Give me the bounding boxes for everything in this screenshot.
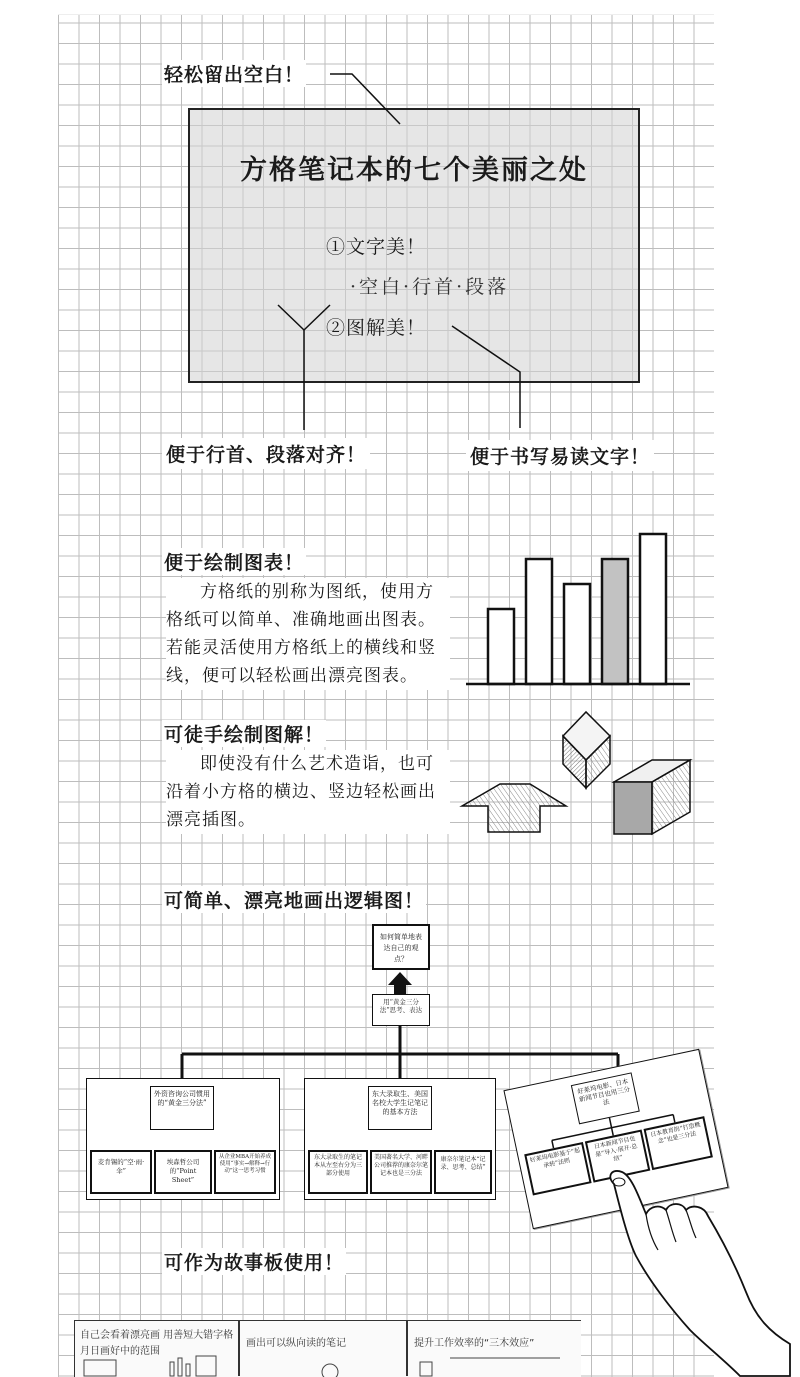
storyboard-scribble-2: 月日画好中的范围 [80, 1346, 160, 1357]
group-title-text: 东大录取生、美国名校大学生记笔记的基本方法 [372, 1090, 428, 1116]
caption-readable-text: 便于书写易读文字！ [466, 440, 654, 471]
heading-charts: 便于绘制图表！ [162, 548, 306, 575]
child-text: 康奈尔笔记本“记录、思考、总结” [440, 1156, 486, 1171]
child-text: 东大录取生的笔记本从左至右分为三部分使用 [313, 1154, 362, 1177]
storyboard-scribble-1: 自己会看着漂亮画 用善短大错字格 [80, 1330, 234, 1341]
child-text: 麦肯锡的“空·雨·伞” [97, 1158, 145, 1175]
logic-root-text: 如何简单地表达自己的观点？ [380, 933, 422, 963]
child-text: 好莱坞电影基于“起承转”法则 [529, 1146, 581, 1170]
group-title-text: 好莱坞电影、日本新闻节目也用三分法 [576, 1077, 631, 1107]
group-title-text: 外资咨询公司惯用的“黄金三分法” [154, 1090, 210, 1107]
child-text: 日本新闻节目也是“导入·展开·总结” [593, 1135, 639, 1163]
heading-freehand: 可徒手绘制图解！ [162, 720, 326, 747]
child-text: 美国著名大学、河畔公司推荐的康奈尔笔记本也是三分法 [374, 1154, 429, 1177]
body-charts: 方格纸的别称为图纸，使用方格纸可以简单、准确地画出图表。若能灵活使用方格纸上的横线和竖线，便可以轻松画出漂亮图表。 [166, 578, 450, 690]
heading-logic-diagram: 可简单、漂亮地画出逻辑图！ [162, 886, 426, 913]
item-text-beauty-sub: ·空白·行首·段落 [350, 276, 510, 298]
item-diagram-beauty: ②图解美！ [326, 317, 427, 339]
box-title: 方格笔记本的七个美丽之处 [240, 155, 588, 186]
child-text: 从企业MBA开始养成使用“事实→解释→行动”这一思考习惯 [218, 1154, 272, 1174]
body-freehand: 即使没有什么艺术造诣，也可沿着小方格的横边、竖边轻松画出漂亮插图。 [166, 750, 450, 834]
storyboard-scribble-3: 画出可以纵向读的笔记 [246, 1338, 346, 1349]
caption-line-alignment: 便于行首、段落对齐！ [162, 438, 370, 469]
item-text-beauty: ①文字美！ [326, 236, 427, 258]
logic-middle-text: 用“黄金三分法”思考、表达 [379, 998, 423, 1014]
storyboard-scribble-4: 提升工作效率的“三木效应” [414, 1338, 535, 1349]
child-text: 日本教育的“打造概念”也是三分法 [649, 1121, 702, 1146]
caption-blank-space: 轻松留出空白！ [162, 60, 306, 87]
child-text: 埃森哲公司的“Point Sheet” [166, 1158, 200, 1184]
heading-storyboard: 可作为故事板使用！ [162, 1248, 346, 1275]
